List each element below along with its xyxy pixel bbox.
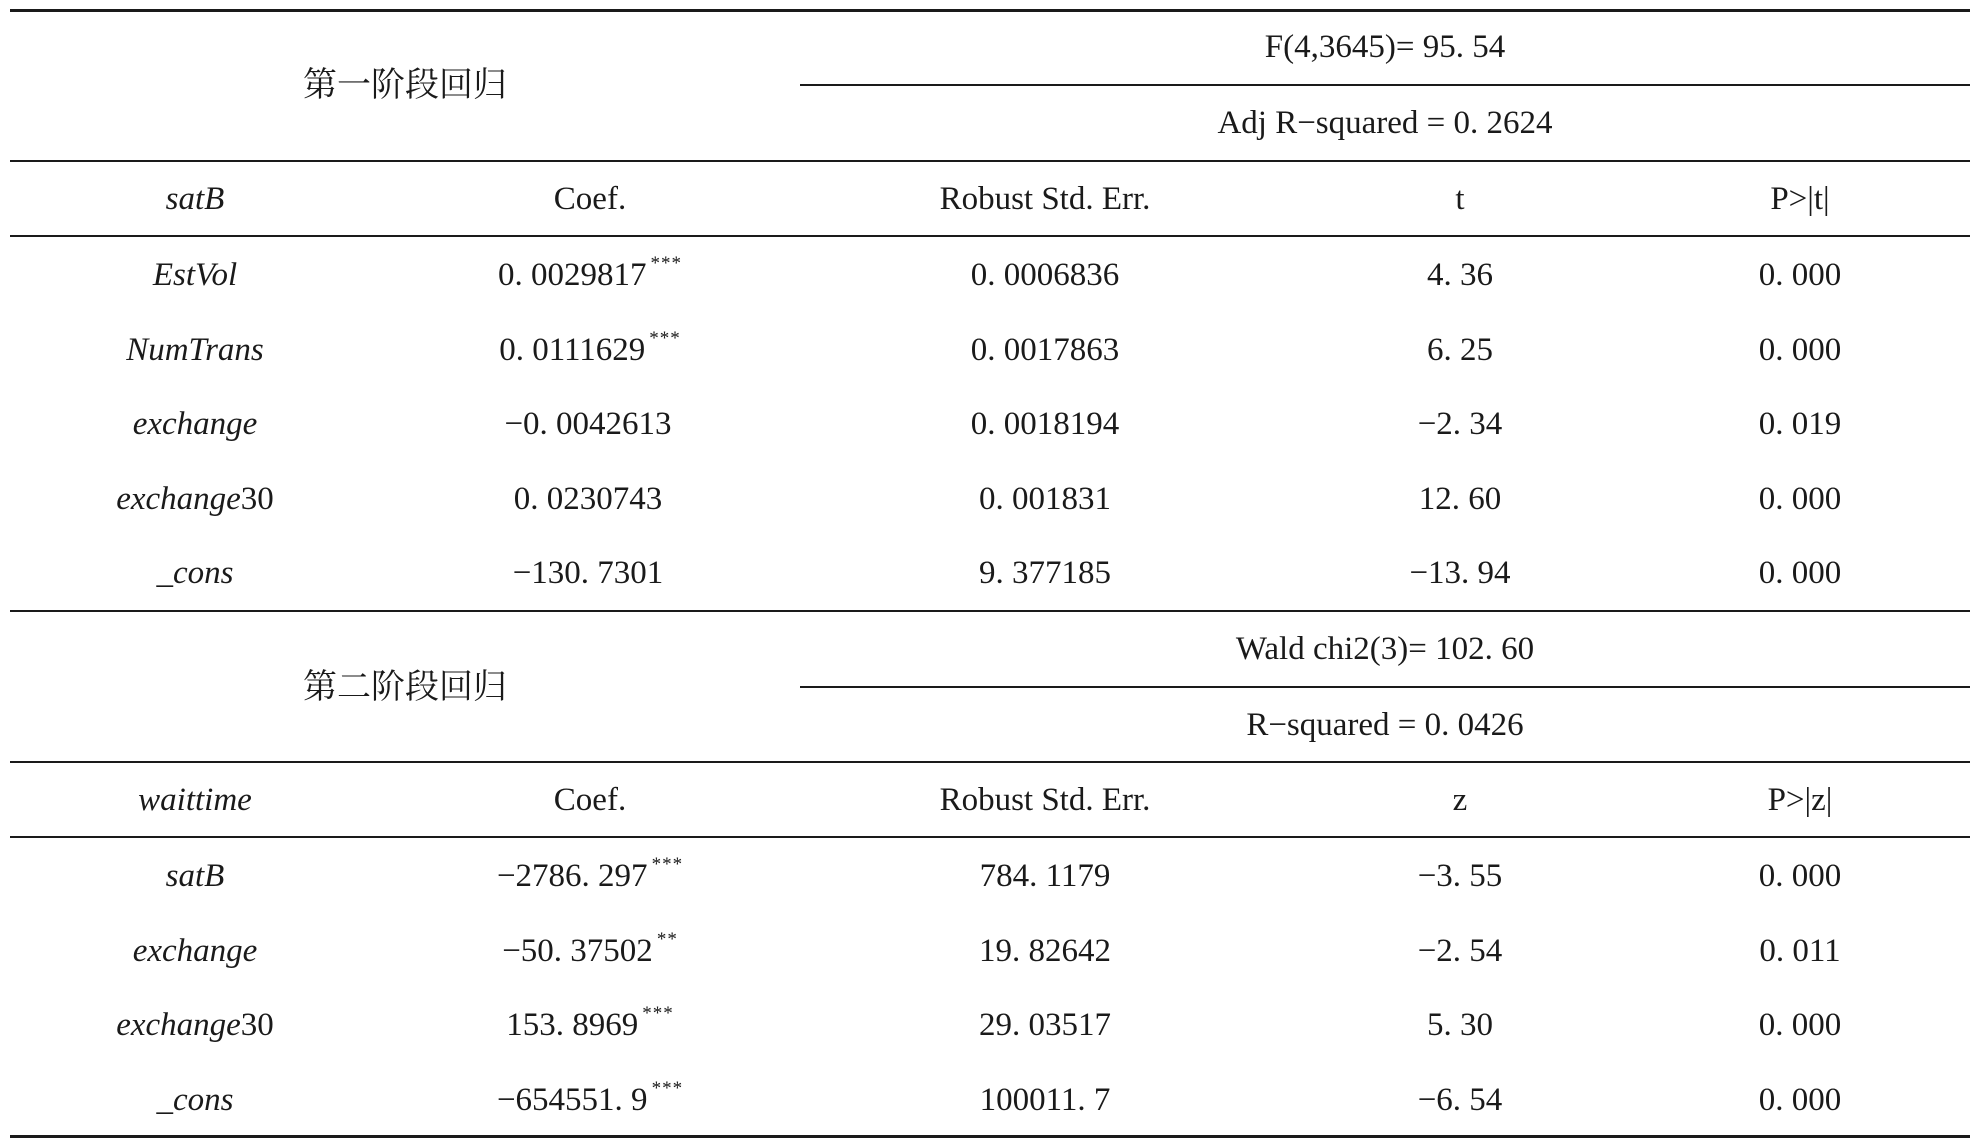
row-variable (10, 838, 380, 914)
row-p-value: 0. 000 (1758, 858, 1842, 894)
stage1-header-coef: Coef. (553, 181, 627, 217)
stage2-wald-stat: Wald chi2(3)= 102. 60 (1235, 631, 1535, 667)
variable-name: EstVol (152, 257, 238, 293)
row-variable (10, 461, 380, 537)
row-std-err: 0. 001831 (979, 480, 1111, 517)
row-std-err: 784. 1179 (979, 858, 1111, 894)
row-coefficient (390, 461, 790, 537)
row-p-value: 0. 000 (1758, 1007, 1842, 1044)
row-variable (10, 987, 380, 1063)
stage1-f-stat: F(4,3645)= 95. 54 (1264, 29, 1506, 65)
variable-name: exchange (132, 406, 258, 443)
stage2-header-dependent-var: waittime (138, 782, 252, 818)
row-p-value: 0. 019 (1758, 406, 1842, 443)
variable-name: _cons (156, 555, 234, 592)
stage1-title: 第一阶段回归 (303, 65, 507, 105)
stage2-title: 第二阶段回归 (303, 667, 507, 707)
row-test-stat: 12. 60 (1418, 480, 1502, 517)
row-coefficient (390, 987, 790, 1063)
row-test-stat: 6. 25 (1427, 331, 1493, 368)
row-std-err: 0. 0006836 (970, 257, 1120, 293)
stage2-header-std-err: Robust Std. Err. (939, 782, 1151, 818)
coefficient-value: 0. 0029817 (498, 257, 647, 293)
row-variable (10, 237, 380, 313)
row-p-value: 0. 000 (1758, 555, 1842, 592)
coefficient-value: 153. 8969 (506, 1007, 639, 1044)
stage1-header-t: t (1455, 181, 1465, 217)
variable-name: satB (165, 858, 225, 894)
variable-suffix: 30 (240, 480, 274, 517)
row-p-value: 0. 000 (1758, 1081, 1842, 1118)
stage2-r-squared: R−squared = 0. 0426 (1246, 707, 1524, 743)
significance-stars: *** (650, 253, 682, 274)
stage1-header-dependent-var: satB (165, 181, 225, 217)
row-test-stat: 4. 36 (1427, 257, 1493, 293)
row-coefficient (390, 535, 790, 611)
variable-name: _cons (156, 1081, 234, 1118)
row-test-stat: −3. 55 (1417, 858, 1503, 894)
row-p-value: 0. 000 (1758, 331, 1842, 368)
row-test-stat: −2. 54 (1417, 932, 1503, 969)
coefficient-value: 0. 0230743 (513, 480, 663, 517)
significance-stars: *** (651, 1077, 684, 1099)
variable-name: exchange (116, 1007, 241, 1044)
significance-stars: *** (651, 854, 684, 875)
coefficient-value: −0. 0042613 (504, 406, 672, 443)
row-test-stat: −13. 94 (1409, 555, 1511, 592)
row-std-err: 9. 377185 (979, 555, 1111, 592)
row-p-value: 0. 000 (1758, 257, 1842, 293)
stage1-header-p-value: P>|t| (1770, 181, 1830, 217)
row-test-stat: −6. 54 (1417, 1081, 1503, 1118)
coefficient-value: −50. 37502 (502, 932, 653, 969)
variable-name: exchange (132, 932, 258, 969)
coefficient-value: 0. 0111629 (499, 331, 646, 368)
stage2-header-coef: Coef. (553, 782, 627, 818)
row-p-value: 0. 000 (1758, 480, 1842, 517)
row-std-err: 100011. 7 (979, 1081, 1111, 1118)
coefficient-value: −2786. 297 (496, 858, 648, 894)
significance-stars: *** (642, 1003, 674, 1025)
row-std-err: 29. 03517 (979, 1007, 1111, 1044)
row-coefficient (390, 838, 790, 914)
stage1-header-std-err: Robust Std. Err. (939, 181, 1151, 217)
row-std-err: 0. 0017863 (970, 331, 1120, 368)
row-coefficient (390, 386, 790, 462)
coefficient-value: −130. 7301 (512, 555, 664, 592)
row-test-stat: 5. 30 (1427, 1007, 1493, 1044)
stage1-adj-r-squared: Adj R−squared = 0. 2624 (1217, 105, 1553, 141)
row-std-err: 0. 0018194 (970, 406, 1120, 443)
row-std-err: 19. 82642 (979, 932, 1111, 969)
row-p-value: 0. 011 (1759, 932, 1841, 969)
variable-name: NumTrans (126, 331, 264, 368)
row-variable (10, 386, 380, 462)
row-test-stat: −2. 34 (1417, 406, 1503, 443)
variable-suffix: 30 (240, 1007, 274, 1044)
row-variable (10, 535, 380, 611)
significance-stars: *** (649, 327, 681, 349)
row-coefficient (390, 913, 790, 989)
row-variable (10, 312, 380, 388)
row-coefficient (390, 312, 790, 388)
row-variable (10, 1062, 380, 1138)
stage2-header-p-value: P>|z| (1767, 782, 1833, 818)
row-coefficient (390, 237, 790, 313)
variable-name: exchange (116, 480, 241, 517)
row-variable (10, 913, 380, 989)
row-coefficient (390, 1062, 790, 1138)
stage2-header-z: z (1452, 782, 1468, 818)
significance-stars: ** (656, 928, 678, 950)
coefficient-value: −654551. 9 (496, 1081, 648, 1118)
